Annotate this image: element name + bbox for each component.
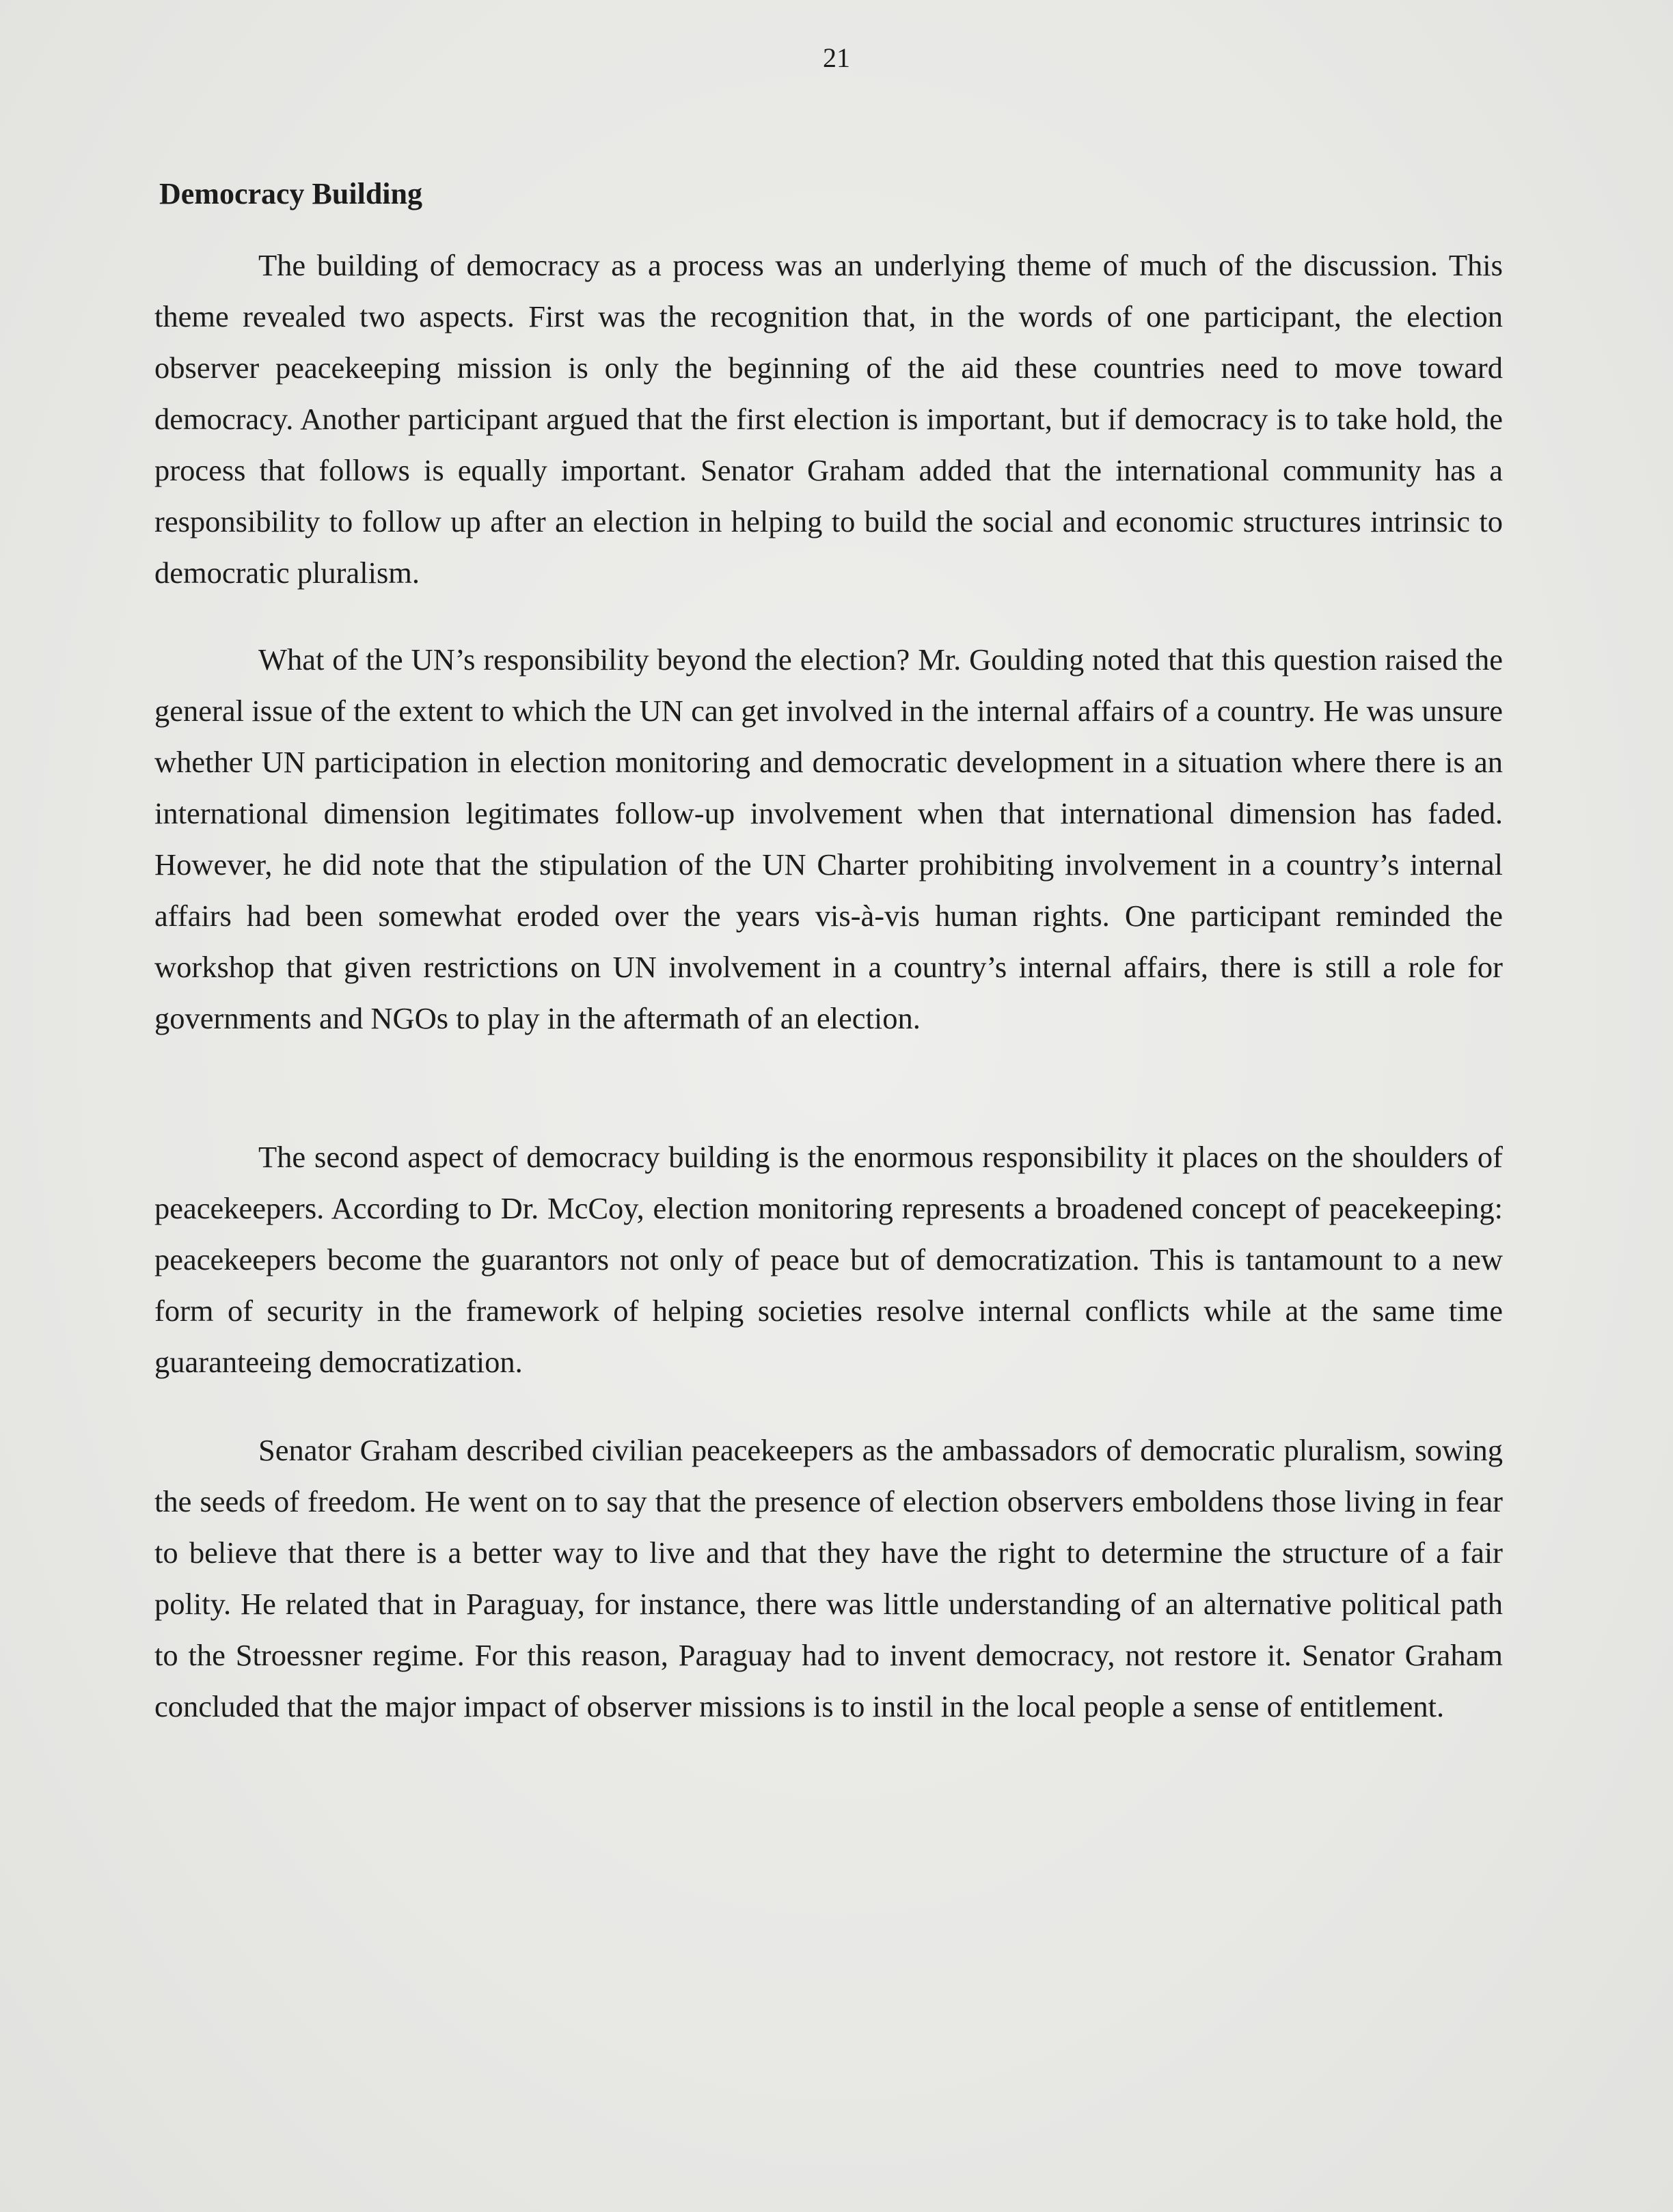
paragraph-4	[154, 1425, 1503, 1732]
paragraph-3	[154, 1132, 1503, 1388]
paragraph-3-text: The second aspect of democracy building is the enormous responsibility it places on the shoulders of peacekeepers. According to Dr. McCoy, election monitoring represents a broadened concept of peacekeeping: peacekeepers become the guarantors not only of peace but of democratization. This is tantamount to a new form of security in the framework of helping societies resolve internal conflicts while at the same time guaranteeing democratization.	[154, 1140, 1503, 1379]
paragraph-2	[154, 634, 1503, 1044]
section-heading: Democracy Building	[159, 177, 422, 210]
page-number: 21	[823, 42, 850, 73]
paragraph-4-text: Senator Graham described civilian peacekeepers as the ambassadors of democratic pluralism, sowing the seeds of freedom. He went on to say that the presence of election observers emboldens those living in fear to believe that there is a better way to live and that they have the right to determine the structure of a fair polity. He related that in Paraguay, for instance, there was little understanding of an alternative political path to the Stroessner regime. For this reason, Paraguay had to invent democracy, not restore it. Senator Graham concluded that the major impact of observer missions is to instil in the local people a sense of entitlement.	[154, 1433, 1503, 1723]
paragraph-1	[154, 240, 1503, 599]
paragraph-1-text: The building of democracy as a process was an underlying theme of much of the discussion. This theme revealed two aspects. First was the recognition that, in the words of one participant, the election observer peacekeeping mission is only the beginning of the aid these countries need to move toward democracy. Another participant argued that the first election is important, but if democracy is to take hold, the process that follows is equally important. Senator Graham added that the international community has a responsibility to follow up after an election in helping to build the social and economic structures intrinsic to democratic pluralism.	[154, 248, 1503, 590]
paragraph-2-text: What of the UN’s responsibility beyond the election? Mr. Goulding noted that this question raised the general issue of the extent to which the UN can get involved in the internal affairs of a country. He was unsure whether UN participation in election monitoring and democratic development in a situation where there is an international dimension legitimates follow-up involvement when that international dimension has faded. However, he did note that the stipulation of the UN Charter prohibiting involvement in a country’s internal affairs had been somewhat eroded over the years vis-à-vis human rights. One participant reminded the workshop that given restrictions on UN involvement in a country’s internal affairs, there is still a role for governments and NGOs to play in the aftermath of an election.	[154, 642, 1503, 1035]
